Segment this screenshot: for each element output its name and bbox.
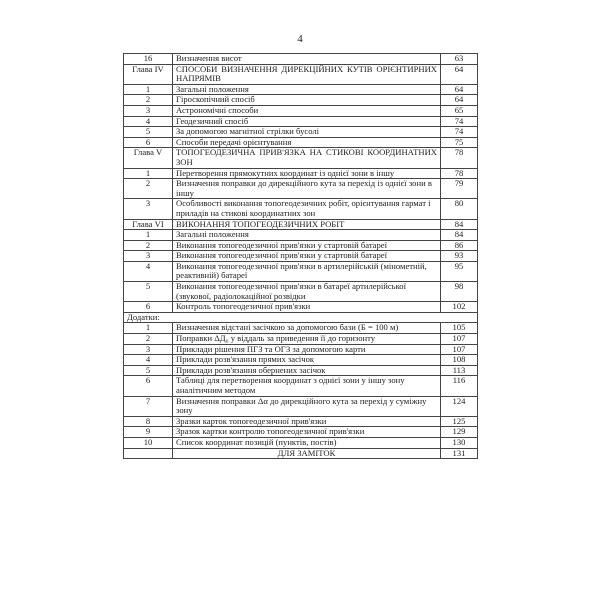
toc-page: 102 [441,302,478,313]
toc-row [124,282,478,302]
toc-number: 5 [124,127,173,138]
toc-title: Приклади розв'язання прямих засічок [173,355,441,366]
toc-page: 113 [441,365,478,376]
toc-row [124,179,478,199]
toc-chapter-row [124,219,478,230]
toc-number: 10 [124,437,173,448]
toc-row [124,251,478,262]
toc-page: 65 [441,105,478,116]
toc-title: Виконання топогеодезичної прив'язки в артилерійській (мінометній, реактивній) батареї [173,261,441,281]
toc-title: Приклади рішення ПГЗ та ОГЗ за допомогою карти [173,344,441,355]
toc-title: За допомогою магнітної стрілки бусолі [173,127,441,138]
toc-row [124,437,478,448]
toc-row [124,448,478,459]
toc-title: Загальні положення [173,230,441,241]
toc-number: 2 [124,334,173,345]
toc-row [124,84,478,95]
toc-title: Виконання топогеодезичної прив'язки у стартовій батареї [173,251,441,262]
toc-title: ДЛЯ ЗАМІТОК [173,448,441,459]
toc-title: Виконання топогеодезичної прив'язки у стартовій батареї [173,240,441,251]
toc-number: 4 [124,355,173,366]
toc-number: 8 [124,416,173,427]
toc-page: 86 [441,240,478,251]
toc-number: 3 [124,105,173,116]
toc-title: Зразки карток топогеодезичної прив'язки [173,416,441,427]
toc-page: 64 [441,95,478,106]
toc-page: 64 [441,64,478,84]
toc-title: Перетворення прямокутних координат із однієї зони в іншу [173,168,441,179]
toc-number: 2 [124,240,173,251]
toc-row [124,116,478,127]
toc-number: 3 [124,199,173,219]
toc-title: Особливості виконання топогеодезичних робіт, орієнтування гармат і приладів на стикові координатних зон [173,199,441,219]
toc-row [124,199,478,219]
toc-title: СПОСОБИ ВИЗНАЧЕННЯ ДИРЕКЦІЙНИХ КУТІВ ОРІЄНТИРНИХ НАПРЯМІВ [173,64,441,84]
toc-title: Визначення поправки до дирекційного кута за перехід із однієї зони в іншу [173,179,441,199]
toc-title: Визначення відстані засічкою за допомогою бази (Б = 100 м) [173,323,441,334]
toc-section-row [124,312,478,323]
toc-title: Способи передачі орієнтування [173,137,441,148]
toc-page: 108 [441,355,478,366]
toc-number: 1 [124,323,173,334]
toc-number: 7 [124,396,173,416]
toc-title: ТОПОГЕОДЕЗИЧНА ПРИВ'ЯЗКА НА СТИКОВІ КООРДИНАТНИХ ЗОН [173,148,441,168]
toc-number: 9 [124,427,173,438]
toc-number: 6 [124,376,173,396]
toc-row [124,105,478,116]
toc-title: Таблиці для перетворення координат з однієї зони у іншу зону аналітичним методом [173,376,441,396]
toc-title: Визначення поправки Δα до дирекційного кута за перехід у суміжну зону [173,396,441,416]
toc-number: 2 [124,179,173,199]
toc-number: 3 [124,344,173,355]
toc-row [124,261,478,281]
page-number: 4 [297,33,303,45]
toc-title: Приклади розв'язання обернених засічок [173,365,441,376]
toc-number: 1 [124,230,173,241]
toc-page: 93 [441,251,478,262]
toc-page: 98 [441,282,478,302]
toc-number: 6 [124,302,173,313]
toc-page: 107 [441,344,478,355]
toc-row [124,376,478,396]
toc-number: 6 [124,137,173,148]
toc-number: 16 [124,54,173,65]
table-of-contents [123,53,478,459]
toc-chapter-row [124,148,478,168]
toc-row [124,95,478,106]
toc-number: 1 [124,84,173,95]
toc-page: 80 [441,199,478,219]
toc-row [124,137,478,148]
toc-page: 63 [441,54,478,65]
toc-page: 116 [441,376,478,396]
toc-number: 4 [124,261,173,281]
toc-page: 78 [441,168,478,179]
toc-page: 84 [441,219,478,230]
toc-row [124,323,478,334]
toc-row [124,365,478,376]
toc-title: Астрономічні способи [173,105,441,116]
toc-title: Зразок картки контролю топогеодезичної прив'язки [173,427,441,438]
toc-row [124,240,478,251]
toc-chapter-row [124,64,478,84]
toc-page: 95 [441,261,478,281]
toc-row [124,344,478,355]
toc-title: Список координат позицій (пунктів, постів) [173,437,441,448]
toc-number: 1 [124,168,173,179]
toc-row [124,427,478,438]
toc-page: 74 [441,127,478,138]
toc-number: 4 [124,116,173,127]
toc-page: 130 [441,437,478,448]
toc-title: Контроль топогеодезичної прив'язки [173,302,441,313]
toc-title: Поправки ΔД₀ у віддаль за приведення її до горизонту [173,334,441,345]
toc-row [124,127,478,138]
toc-page: 64 [441,84,478,95]
toc-body [124,54,478,459]
toc-number: Глава IV [124,64,173,84]
toc-row [124,302,478,313]
toc-title: Визначення висот [173,54,441,65]
toc-page: 84 [441,230,478,241]
toc-page: 129 [441,427,478,438]
toc-number: 2 [124,95,173,106]
toc-row [124,355,478,366]
toc-page: 79 [441,179,478,199]
toc-number [124,448,173,459]
toc-title: Гіроскопічний спосіб [173,95,441,106]
toc-page: 75 [441,137,478,148]
toc-row [124,334,478,345]
toc-page: 107 [441,334,478,345]
toc-title: Загальні положення [173,84,441,95]
toc-number: Глава V [124,148,173,168]
toc-title: Виконання топогеодезичної прив'язки в батареї артилерійської (звукової, радіолокаційної розвідки [173,282,441,302]
toc-number: Глава VI [124,219,173,230]
toc-number: 5 [124,365,173,376]
toc-row [124,396,478,416]
toc-row [124,168,478,179]
toc-title: ВИКОНАННЯ ТОПОГЕОДЕЗИЧНИХ РОБІТ [173,219,441,230]
toc-row [124,230,478,241]
toc-page: 74 [441,116,478,127]
toc-row [124,54,478,65]
toc-number: 3 [124,251,173,262]
toc-number: 5 [124,282,173,302]
toc-page: 131 [441,448,478,459]
toc-page: 105 [441,323,478,334]
toc-row [124,416,478,427]
toc-section-label: Додатки: [124,312,478,323]
toc-title: Геодезичний спосіб [173,116,441,127]
toc-page: 78 [441,148,478,168]
toc-page: 124 [441,396,478,416]
toc-page: 125 [441,416,478,427]
